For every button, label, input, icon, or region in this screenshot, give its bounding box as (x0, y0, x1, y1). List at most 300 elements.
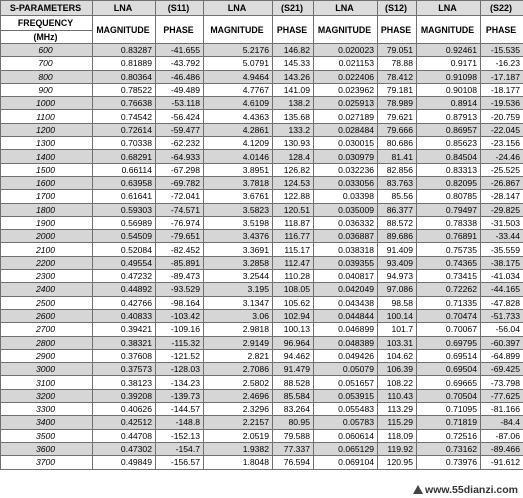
s11-phase-cell: -79.651 (156, 230, 204, 243)
s12-phase-cell: 93.409 (378, 256, 417, 269)
group-s22-param: (S22) (481, 1, 523, 16)
s12-phase-cell: 101.7 (378, 323, 417, 336)
table-row (1, 44, 523, 57)
s22-magnitude-cell: 0.69795 (417, 336, 481, 349)
s12-magnitude-cell: 0.020023 (314, 44, 378, 57)
s21-magnitude-cell: 3.8951 (204, 163, 273, 176)
s12-magnitude-cell: 0.055483 (314, 403, 378, 416)
s22-phase-cell: -91.612 (481, 456, 523, 469)
table-row (1, 442, 523, 455)
s12-phase-cell: 80.686 (378, 137, 417, 150)
s11-phase-cell: -93.529 (156, 283, 204, 296)
s21-phase-cell: 118.87 (273, 216, 314, 229)
s12-magnitude-cell: 0.025913 (314, 97, 378, 110)
s12-phase-cell: 91.409 (378, 243, 417, 256)
s22-magnitude-cell: 0.86957 (417, 123, 481, 136)
s12-magnitude-cell: 0.030015 (314, 137, 378, 150)
s12-magnitude-cell: 0.032236 (314, 163, 378, 176)
s12-magnitude-cell: 0.042049 (314, 283, 378, 296)
table-row (1, 97, 523, 110)
magnitude-header: MAGNITUDE (417, 16, 481, 44)
s11-magnitude-cell: 0.49849 (93, 456, 156, 469)
s21-magnitude-cell: 3.6761 (204, 190, 273, 203)
magnitude-header: MAGNITUDE (93, 16, 156, 44)
s11-phase-cell: -82.452 (156, 243, 204, 256)
s11-magnitude-cell: 0.78522 (93, 83, 156, 96)
s12-phase-cell: 115.29 (378, 416, 417, 429)
s11-magnitude-cell: 0.74542 (93, 110, 156, 123)
s12-phase-cell: 113.29 (378, 403, 417, 416)
frequency-cell: 2300 (1, 270, 93, 283)
s22-magnitude-cell: 0.70504 (417, 389, 481, 402)
s11-magnitude-cell: 0.38321 (93, 336, 156, 349)
s22-magnitude-cell: 0.85623 (417, 137, 481, 150)
group-s11-param: (S11) (156, 1, 204, 16)
s11-magnitude-cell: 0.39208 (93, 389, 156, 402)
s21-magnitude-cell: 3.1347 (204, 296, 273, 309)
s12-phase-cell: 98.58 (378, 296, 417, 309)
frequency-cell: 3000 (1, 363, 93, 376)
phase-header: PHASE (156, 16, 204, 44)
s12-magnitude-cell: 0.036332 (314, 216, 378, 229)
s21-phase-cell: 83.264 (273, 403, 314, 416)
s22-magnitude-cell: 0.69504 (417, 363, 481, 376)
s11-phase-cell: -115.32 (156, 336, 204, 349)
s11-phase-cell: -152.13 (156, 429, 204, 442)
s22-phase-cell: -33.44 (481, 230, 523, 243)
frequency-cell: 2200 (1, 256, 93, 269)
table-row (1, 416, 523, 429)
s21-phase-cell: 108.05 (273, 283, 314, 296)
s21-magnitude-cell: 1.9382 (204, 442, 273, 455)
s22-magnitude-cell: 0.73162 (417, 442, 481, 455)
frequency-cell: 3700 (1, 456, 93, 469)
s22-magnitude-cell: 0.80785 (417, 190, 481, 203)
s22-phase-cell: -18.177 (481, 83, 523, 96)
s22-magnitude-cell: 0.9171 (417, 57, 481, 70)
s21-magnitude-cell: 3.2858 (204, 256, 273, 269)
s22-magnitude-cell: 0.70474 (417, 309, 481, 322)
s12-magnitude-cell: 0.065129 (314, 442, 378, 455)
s22-magnitude-cell: 0.69665 (417, 376, 481, 389)
header-row-params (1, 1, 523, 16)
s22-phase-cell: -22.045 (481, 123, 523, 136)
s21-magnitude-cell: 3.4376 (204, 230, 273, 243)
s21-magnitude-cell: 2.821 (204, 349, 273, 362)
s11-phase-cell: -56.424 (156, 110, 204, 123)
s22-phase-cell: -64.899 (481, 349, 523, 362)
phase-header: PHASE (378, 16, 417, 44)
s22-phase-cell: -84.4 (481, 416, 523, 429)
s12-phase-cell: 78.88 (378, 57, 417, 70)
magnitude-header: MAGNITUDE (204, 16, 273, 44)
table-row (1, 110, 523, 123)
s22-magnitude-cell: 0.87913 (417, 110, 481, 123)
s22-phase-cell: -56.04 (481, 323, 523, 336)
s12-phase-cell: 108.22 (378, 376, 417, 389)
s21-magnitude-cell: 2.0519 (204, 429, 273, 442)
group-s22-lna: LNA (417, 1, 481, 16)
s22-magnitude-cell: 0.84504 (417, 150, 481, 163)
s22-phase-cell: -17.187 (481, 70, 523, 83)
frequency-cell: 2000 (1, 230, 93, 243)
s12-phase-cell: 86.377 (378, 203, 417, 216)
s22-phase-cell: -25.525 (481, 163, 523, 176)
table-row (1, 349, 523, 362)
frequency-cell: 1200 (1, 123, 93, 136)
s21-magnitude-cell: 2.2157 (204, 416, 273, 429)
s12-phase-cell: 100.14 (378, 309, 417, 322)
table-body (1, 44, 523, 470)
s22-phase-cell: -73.798 (481, 376, 523, 389)
s22-phase-cell: -60.397 (481, 336, 523, 349)
s11-magnitude-cell: 0.42512 (93, 416, 156, 429)
s11-magnitude-cell: 0.70338 (93, 137, 156, 150)
s11-magnitude-cell: 0.40626 (93, 403, 156, 416)
s12-phase-cell: 79.621 (378, 110, 417, 123)
phase-header: PHASE (273, 16, 314, 44)
s12-magnitude-cell: 0.048389 (314, 336, 378, 349)
s11-phase-cell: -53.118 (156, 97, 204, 110)
s11-phase-cell: -128.03 (156, 363, 204, 376)
table-row (1, 190, 523, 203)
table-row (1, 429, 523, 442)
s11-phase-cell: -134.23 (156, 376, 204, 389)
watermark (413, 483, 521, 497)
s12-magnitude-cell: 0.040817 (314, 270, 378, 283)
s11-phase-cell: -109.16 (156, 323, 204, 336)
s12-magnitude-cell: 0.023962 (314, 83, 378, 96)
s21-phase-cell: 145.33 (273, 57, 314, 70)
s11-magnitude-cell: 0.52084 (93, 243, 156, 256)
table-row (1, 243, 523, 256)
s21-phase-cell: 124.53 (273, 176, 314, 189)
s11-phase-cell: -62.232 (156, 137, 204, 150)
s22-phase-cell: -81.166 (481, 403, 523, 416)
s12-magnitude-cell: 0.053915 (314, 389, 378, 402)
s22-phase-cell: -47.828 (481, 296, 523, 309)
s22-magnitude-cell: 0.83313 (417, 163, 481, 176)
s21-phase-cell: 76.594 (273, 456, 314, 469)
table-row (1, 336, 523, 349)
s21-phase-cell: 94.462 (273, 349, 314, 362)
s21-phase-cell: 112.47 (273, 256, 314, 269)
s12-magnitude-cell: 0.051657 (314, 376, 378, 389)
table-row (1, 137, 523, 150)
frequency-label: FREQUENCY (1, 16, 93, 31)
s21-magnitude-cell: 2.9149 (204, 336, 273, 349)
s11-magnitude-cell: 0.83287 (93, 44, 156, 57)
s22-phase-cell: -23.156 (481, 137, 523, 150)
s11-phase-cell: -46.486 (156, 70, 204, 83)
s11-phase-cell: -41.655 (156, 44, 204, 57)
frequency-cell: 3500 (1, 429, 93, 442)
table-row (1, 176, 523, 189)
frequency-cell: 1000 (1, 97, 93, 110)
s21-phase-cell: 141.09 (273, 83, 314, 96)
s11-phase-cell: -49.489 (156, 83, 204, 96)
frequency-cell: 2900 (1, 349, 93, 362)
s11-magnitude-cell: 0.61641 (93, 190, 156, 203)
table-row (1, 376, 523, 389)
s22-phase-cell: -35.559 (481, 243, 523, 256)
s21-phase-cell: 122.88 (273, 190, 314, 203)
s11-magnitude-cell: 0.38123 (93, 376, 156, 389)
s12-magnitude-cell: 0.044844 (314, 309, 378, 322)
s12-phase-cell: 88.572 (378, 216, 417, 229)
s22-phase-cell: -44.165 (481, 283, 523, 296)
s21-magnitude-cell: 4.0146 (204, 150, 273, 163)
watermark-logo-icon (413, 485, 423, 494)
s11-magnitude-cell: 0.37573 (93, 363, 156, 376)
s12-phase-cell: 78.989 (378, 97, 417, 110)
frequency-cell: 1700 (1, 190, 93, 203)
s21-phase-cell: 91.479 (273, 363, 314, 376)
s11-phase-cell: -156.57 (156, 456, 204, 469)
table-row (1, 203, 523, 216)
s12-magnitude-cell: 0.036887 (314, 230, 378, 243)
table-row (1, 296, 523, 309)
s22-magnitude-cell: 0.71095 (417, 403, 481, 416)
s12-phase-cell: 83.763 (378, 176, 417, 189)
s11-phase-cell: -144.57 (156, 403, 204, 416)
group-s12-lna: LNA (314, 1, 378, 16)
s21-phase-cell: 110.28 (273, 270, 314, 283)
s11-phase-cell: -148.8 (156, 416, 204, 429)
s11-phase-cell: -89.473 (156, 270, 204, 283)
frequency-cell: 2500 (1, 296, 93, 309)
s22-magnitude-cell: 0.82095 (417, 176, 481, 189)
frequency-cell: 2100 (1, 243, 93, 256)
s22-magnitude-cell: 0.71335 (417, 296, 481, 309)
s11-magnitude-cell: 0.42766 (93, 296, 156, 309)
s12-magnitude-cell: 0.038318 (314, 243, 378, 256)
s12-magnitude-cell: 0.027189 (314, 110, 378, 123)
s22-phase-cell: -38.175 (481, 256, 523, 269)
s21-magnitude-cell: 4.1209 (204, 137, 273, 150)
s22-magnitude-cell: 0.72516 (417, 429, 481, 442)
frequency-cell: 700 (1, 57, 93, 70)
s11-phase-cell: -154.7 (156, 442, 204, 455)
s21-magnitude-cell: 3.7818 (204, 176, 273, 189)
table-row (1, 256, 523, 269)
s21-magnitude-cell: 4.4363 (204, 110, 273, 123)
table-row (1, 70, 523, 83)
header-row-columns (1, 16, 523, 31)
s12-magnitude-cell: 0.039355 (314, 256, 378, 269)
s21-magnitude-cell: 3.2544 (204, 270, 273, 283)
s22-magnitude-cell: 0.76891 (417, 230, 481, 243)
s22-magnitude-cell: 0.72262 (417, 283, 481, 296)
s11-magnitude-cell: 0.80364 (93, 70, 156, 83)
s21-magnitude-cell: 3.06 (204, 309, 273, 322)
s22-magnitude-cell: 0.71819 (417, 416, 481, 429)
s12-phase-cell: 104.62 (378, 349, 417, 362)
s21-phase-cell: 130.93 (273, 137, 314, 150)
s12-magnitude-cell: 0.022406 (314, 70, 378, 83)
s21-phase-cell: 128.4 (273, 150, 314, 163)
s12-phase-cell: 97.086 (378, 283, 417, 296)
s11-phase-cell: -69.782 (156, 176, 204, 189)
s11-magnitude-cell: 0.40833 (93, 309, 156, 322)
s22-phase-cell: -77.625 (481, 389, 523, 402)
s21-magnitude-cell: 3.5823 (204, 203, 273, 216)
s12-phase-cell: 85.56 (378, 190, 417, 203)
s22-magnitude-cell: 0.70067 (417, 323, 481, 336)
group-s21-param: (S21) (273, 1, 314, 16)
s21-phase-cell: 133.2 (273, 123, 314, 136)
frequency-cell: 1600 (1, 176, 93, 189)
s11-phase-cell: -76.974 (156, 216, 204, 229)
s21-magnitude-cell: 2.5802 (204, 376, 273, 389)
s12-phase-cell: 103.31 (378, 336, 417, 349)
s11-magnitude-cell: 0.44708 (93, 429, 156, 442)
s22-magnitude-cell: 0.78338 (417, 216, 481, 229)
s22-magnitude-cell: 0.73976 (417, 456, 481, 469)
table-row (1, 150, 523, 163)
s11-magnitude-cell: 0.54509 (93, 230, 156, 243)
magnitude-header: MAGNITUDE (314, 16, 378, 44)
s11-phase-cell: -64.933 (156, 150, 204, 163)
s21-phase-cell: 102.94 (273, 309, 314, 322)
s12-magnitude-cell: 0.030979 (314, 150, 378, 163)
s12-phase-cell: 81.41 (378, 150, 417, 163)
s12-phase-cell: 89.686 (378, 230, 417, 243)
s21-phase-cell: 146.82 (273, 44, 314, 57)
s22-phase-cell: -19.536 (481, 97, 523, 110)
s12-phase-cell: 119.92 (378, 442, 417, 455)
frequency-unit: (MHz) (1, 31, 93, 44)
frequency-cell: 1100 (1, 110, 93, 123)
s22-phase-cell: -26.867 (481, 176, 523, 189)
s12-magnitude-cell: 0.049426 (314, 349, 378, 362)
table-row (1, 363, 523, 376)
s22-magnitude-cell: 0.73415 (417, 270, 481, 283)
frequency-cell: 600 (1, 44, 93, 57)
s21-phase-cell: 115.17 (273, 243, 314, 256)
s21-magnitude-cell: 5.2176 (204, 44, 273, 57)
table-row (1, 323, 523, 336)
s21-phase-cell: 88.528 (273, 376, 314, 389)
s12-phase-cell: 94.973 (378, 270, 417, 283)
table-row (1, 389, 523, 402)
table-row (1, 216, 523, 229)
table-row (1, 83, 523, 96)
frequency-cell: 900 (1, 83, 93, 96)
s22-phase-cell: -28.147 (481, 190, 523, 203)
s22-magnitude-cell: 0.74365 (417, 256, 481, 269)
s11-phase-cell: -74.571 (156, 203, 204, 216)
s22-magnitude-cell: 0.91098 (417, 70, 481, 83)
phase-header: PHASE (481, 16, 523, 44)
s12-magnitude-cell: 0.046899 (314, 323, 378, 336)
s-parameters-label: S-PARAMETERS (1, 1, 93, 16)
s22-magnitude-cell: 0.69514 (417, 349, 481, 362)
s12-phase-cell: 79.181 (378, 83, 417, 96)
s11-magnitude-cell: 0.72614 (93, 123, 156, 136)
s11-phase-cell: -98.164 (156, 296, 204, 309)
s21-phase-cell: 105.62 (273, 296, 314, 309)
frequency-cell: 1400 (1, 150, 93, 163)
s11-phase-cell: -85.891 (156, 256, 204, 269)
s22-magnitude-cell: 0.79497 (417, 203, 481, 216)
s22-phase-cell: -20.759 (481, 110, 523, 123)
s11-magnitude-cell: 0.56989 (93, 216, 156, 229)
s11-magnitude-cell: 0.66114 (93, 163, 156, 176)
s11-magnitude-cell: 0.37608 (93, 349, 156, 362)
s22-phase-cell: -69.425 (481, 363, 523, 376)
s12-magnitude-cell: 0.035009 (314, 203, 378, 216)
s11-phase-cell: -43.792 (156, 57, 204, 70)
s21-magnitude-cell: 4.2861 (204, 123, 273, 136)
frequency-cell: 3400 (1, 416, 93, 429)
s11-phase-cell: -67.298 (156, 163, 204, 176)
s22-phase-cell: -41.034 (481, 270, 523, 283)
s22-magnitude-cell: 0.75735 (417, 243, 481, 256)
table-row (1, 163, 523, 176)
s11-magnitude-cell: 0.49554 (93, 256, 156, 269)
s21-magnitude-cell: 2.4696 (204, 389, 273, 402)
s21-phase-cell: 96.964 (273, 336, 314, 349)
s11-magnitude-cell: 0.63958 (93, 176, 156, 189)
s11-phase-cell: -121.52 (156, 349, 204, 362)
s21-phase-cell: 126.82 (273, 163, 314, 176)
frequency-cell: 2600 (1, 309, 93, 322)
s12-phase-cell: 106.39 (378, 363, 417, 376)
s11-phase-cell: -103.42 (156, 309, 204, 322)
table-row (1, 57, 523, 70)
s21-magnitude-cell: 2.3296 (204, 403, 273, 416)
group-s11-lna: LNA (93, 1, 156, 16)
s12-phase-cell: 110.43 (378, 389, 417, 402)
s11-phase-cell: -59.477 (156, 123, 204, 136)
s22-magnitude-cell: 0.8914 (417, 97, 481, 110)
s11-magnitude-cell: 0.47232 (93, 270, 156, 283)
s22-phase-cell: -15.535 (481, 44, 523, 57)
group-s12-param: (S12) (378, 1, 417, 16)
s12-magnitude-cell: 0.033056 (314, 176, 378, 189)
s12-magnitude-cell: 0.03398 (314, 190, 378, 203)
s21-phase-cell: 120.51 (273, 203, 314, 216)
s21-phase-cell: 79.588 (273, 429, 314, 442)
s22-phase-cell: -16.23 (481, 57, 523, 70)
s11-magnitude-cell: 0.39421 (93, 323, 156, 336)
s11-magnitude-cell: 0.59303 (93, 203, 156, 216)
frequency-cell: 1500 (1, 163, 93, 176)
s21-phase-cell: 135.68 (273, 110, 314, 123)
s21-magnitude-cell: 1.8048 (204, 456, 273, 469)
s12-magnitude-cell: 0.05783 (314, 416, 378, 429)
s12-phase-cell: 120.95 (378, 456, 417, 469)
table-row (1, 123, 523, 136)
s11-phase-cell: -72.041 (156, 190, 204, 203)
frequency-cell: 800 (1, 70, 93, 83)
s22-phase-cell: -51.733 (481, 309, 523, 322)
frequency-cell: 3600 (1, 442, 93, 455)
s21-phase-cell: 80.95 (273, 416, 314, 429)
s21-phase-cell: 77.337 (273, 442, 314, 455)
frequency-cell: 1800 (1, 203, 93, 216)
s21-magnitude-cell: 4.7767 (204, 83, 273, 96)
frequency-cell: 2400 (1, 283, 93, 296)
group-s21-lna: LNA (204, 1, 273, 16)
s21-magnitude-cell: 4.6109 (204, 97, 273, 110)
s12-phase-cell: 82.856 (378, 163, 417, 176)
watermark-text: www.55dianzi.com (425, 484, 518, 496)
s22-phase-cell: -87.06 (481, 429, 523, 442)
s22-phase-cell: -29.825 (481, 203, 523, 216)
s21-phase-cell: 143.26 (273, 70, 314, 83)
